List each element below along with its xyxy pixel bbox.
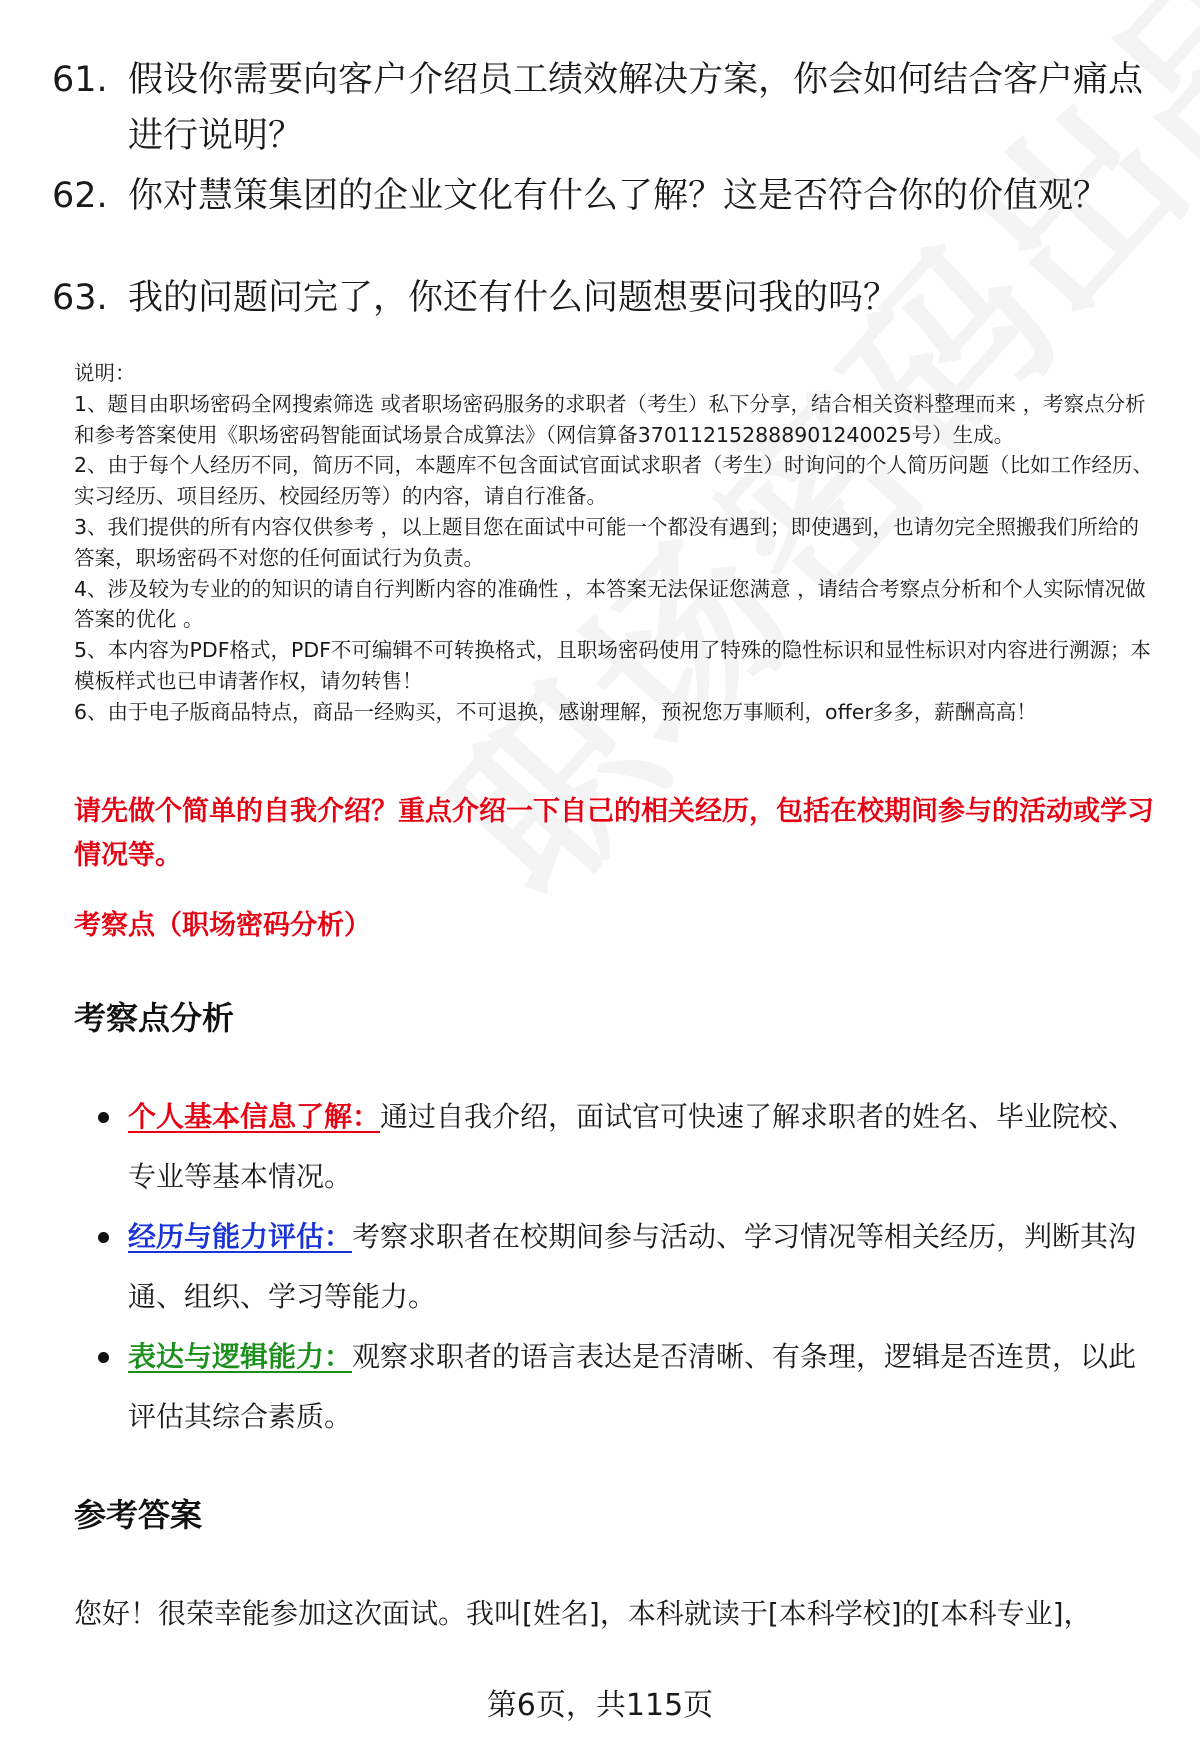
note-item: 1、题目由职场密码全网搜索筛选 或者职场密码服务的求职者（考生）私下分享，结合相关资料整理而来 ，考察点分析和参考答案使用《职场密码智能面试场景合成算法》（网信算备370112152888901240025号）生成。: [74, 391, 1146, 447]
question-text: 你对慧策集团的企业文化有什么了解？这是否符合你的价值观？: [128, 176, 1109, 216]
analysis-item: [74, 1327, 1154, 1447]
analysis-heading: 考察点分析: [74, 999, 235, 1037]
analysis-keyword: 表达与逻辑能力：: [128, 1340, 353, 1373]
question-text: 假设你需要向客户介绍员工绩效解决方案，你会如何结合客户痛点进行说明？: [128, 60, 1144, 156]
page-footer: 第6页，共115页: [486, 1688, 714, 1723]
analysis-list: [74, 1087, 1154, 1447]
main-question-subtitle: 考察点（职场密码分析）: [74, 910, 371, 941]
notes-heading: 说明：: [74, 361, 136, 385]
note-item: 3、我们提供的所有内容仅供参考 ，以上题目您在面试中可能一个都没有遇到；即使遇到，也请勿完全照搬我们所给的答案，职场密码不对您的任何面试行为负责。: [74, 514, 1140, 570]
analysis-text: 通过自我介绍，面试官可快速了解求职者的姓名、毕业院校、专业等基本情况。: [128, 1100, 1137, 1193]
analysis-text: 观察求职者的语言表达是否清晰、有条理，逻辑是否连贯，以此评估其综合素质。: [128, 1340, 1137, 1433]
bullet-icon: [98, 1352, 109, 1363]
reference-heading: 参考答案: [74, 1496, 203, 1534]
question-text: 我的问题问完了，你还有什么问题想要问我的吗？: [128, 278, 899, 318]
question-number: 62.: [52, 176, 108, 216]
analysis-keyword: 经历与能力评估：: [128, 1220, 353, 1253]
question-number: 63.: [52, 278, 108, 318]
note-item: 6、由于电子版商品特点，商品一经购买，不可退换，感谢理解，预祝您万事顺利，offer多多，薪酬高高！: [74, 699, 1037, 724]
note-item: 4、涉及较为专业的的知识的请自行判断内容的准确性 ，本答案无法保证您满意 ，请结合考察点分析和个人实际情况做答案的优化 。: [74, 576, 1146, 632]
question-number: 61.: [52, 60, 108, 100]
main-question: 请先做个简单的自我介绍？重点介绍一下自己的相关经历，包括在校期间参与的活动或学习情况等。: [74, 796, 1154, 871]
bullet-icon: [98, 1232, 109, 1243]
note-item: 2、由于每个人经历不同，简历不同，本题库不包含面试官面试求职者（考生）时询问的个人简历问题（比如工作经历、实习经历、项目经历、校园经历等）的内容，请自行准备。: [74, 453, 1154, 509]
analysis-item: [74, 1207, 1154, 1327]
analysis-item: [74, 1087, 1154, 1207]
note-item: 5、本内容为PDF格式，PDF不可编辑不可转换格式，且职场密码使用了特殊的隐性标识和显性标识对内容进行溯源；本模板样式也已申请著作权，请勿转售！: [74, 638, 1151, 693]
reference-answer: 您好！很荣幸能参加这次面试。我叫[姓名]，本科就读于[本科学校]的[本科专业]，: [74, 1597, 1092, 1630]
question-62: [52, 168, 1152, 224]
question-61: [52, 52, 1152, 164]
question-63: [52, 270, 1152, 326]
notes-section: [74, 358, 1154, 728]
analysis-text: 考察求职者在校期间参与活动、学习情况等相关经历，判断其沟通、组织、学习等能力。: [128, 1220, 1137, 1313]
bullet-icon: [98, 1112, 109, 1123]
analysis-keyword: 个人基本信息了解：: [128, 1100, 381, 1133]
